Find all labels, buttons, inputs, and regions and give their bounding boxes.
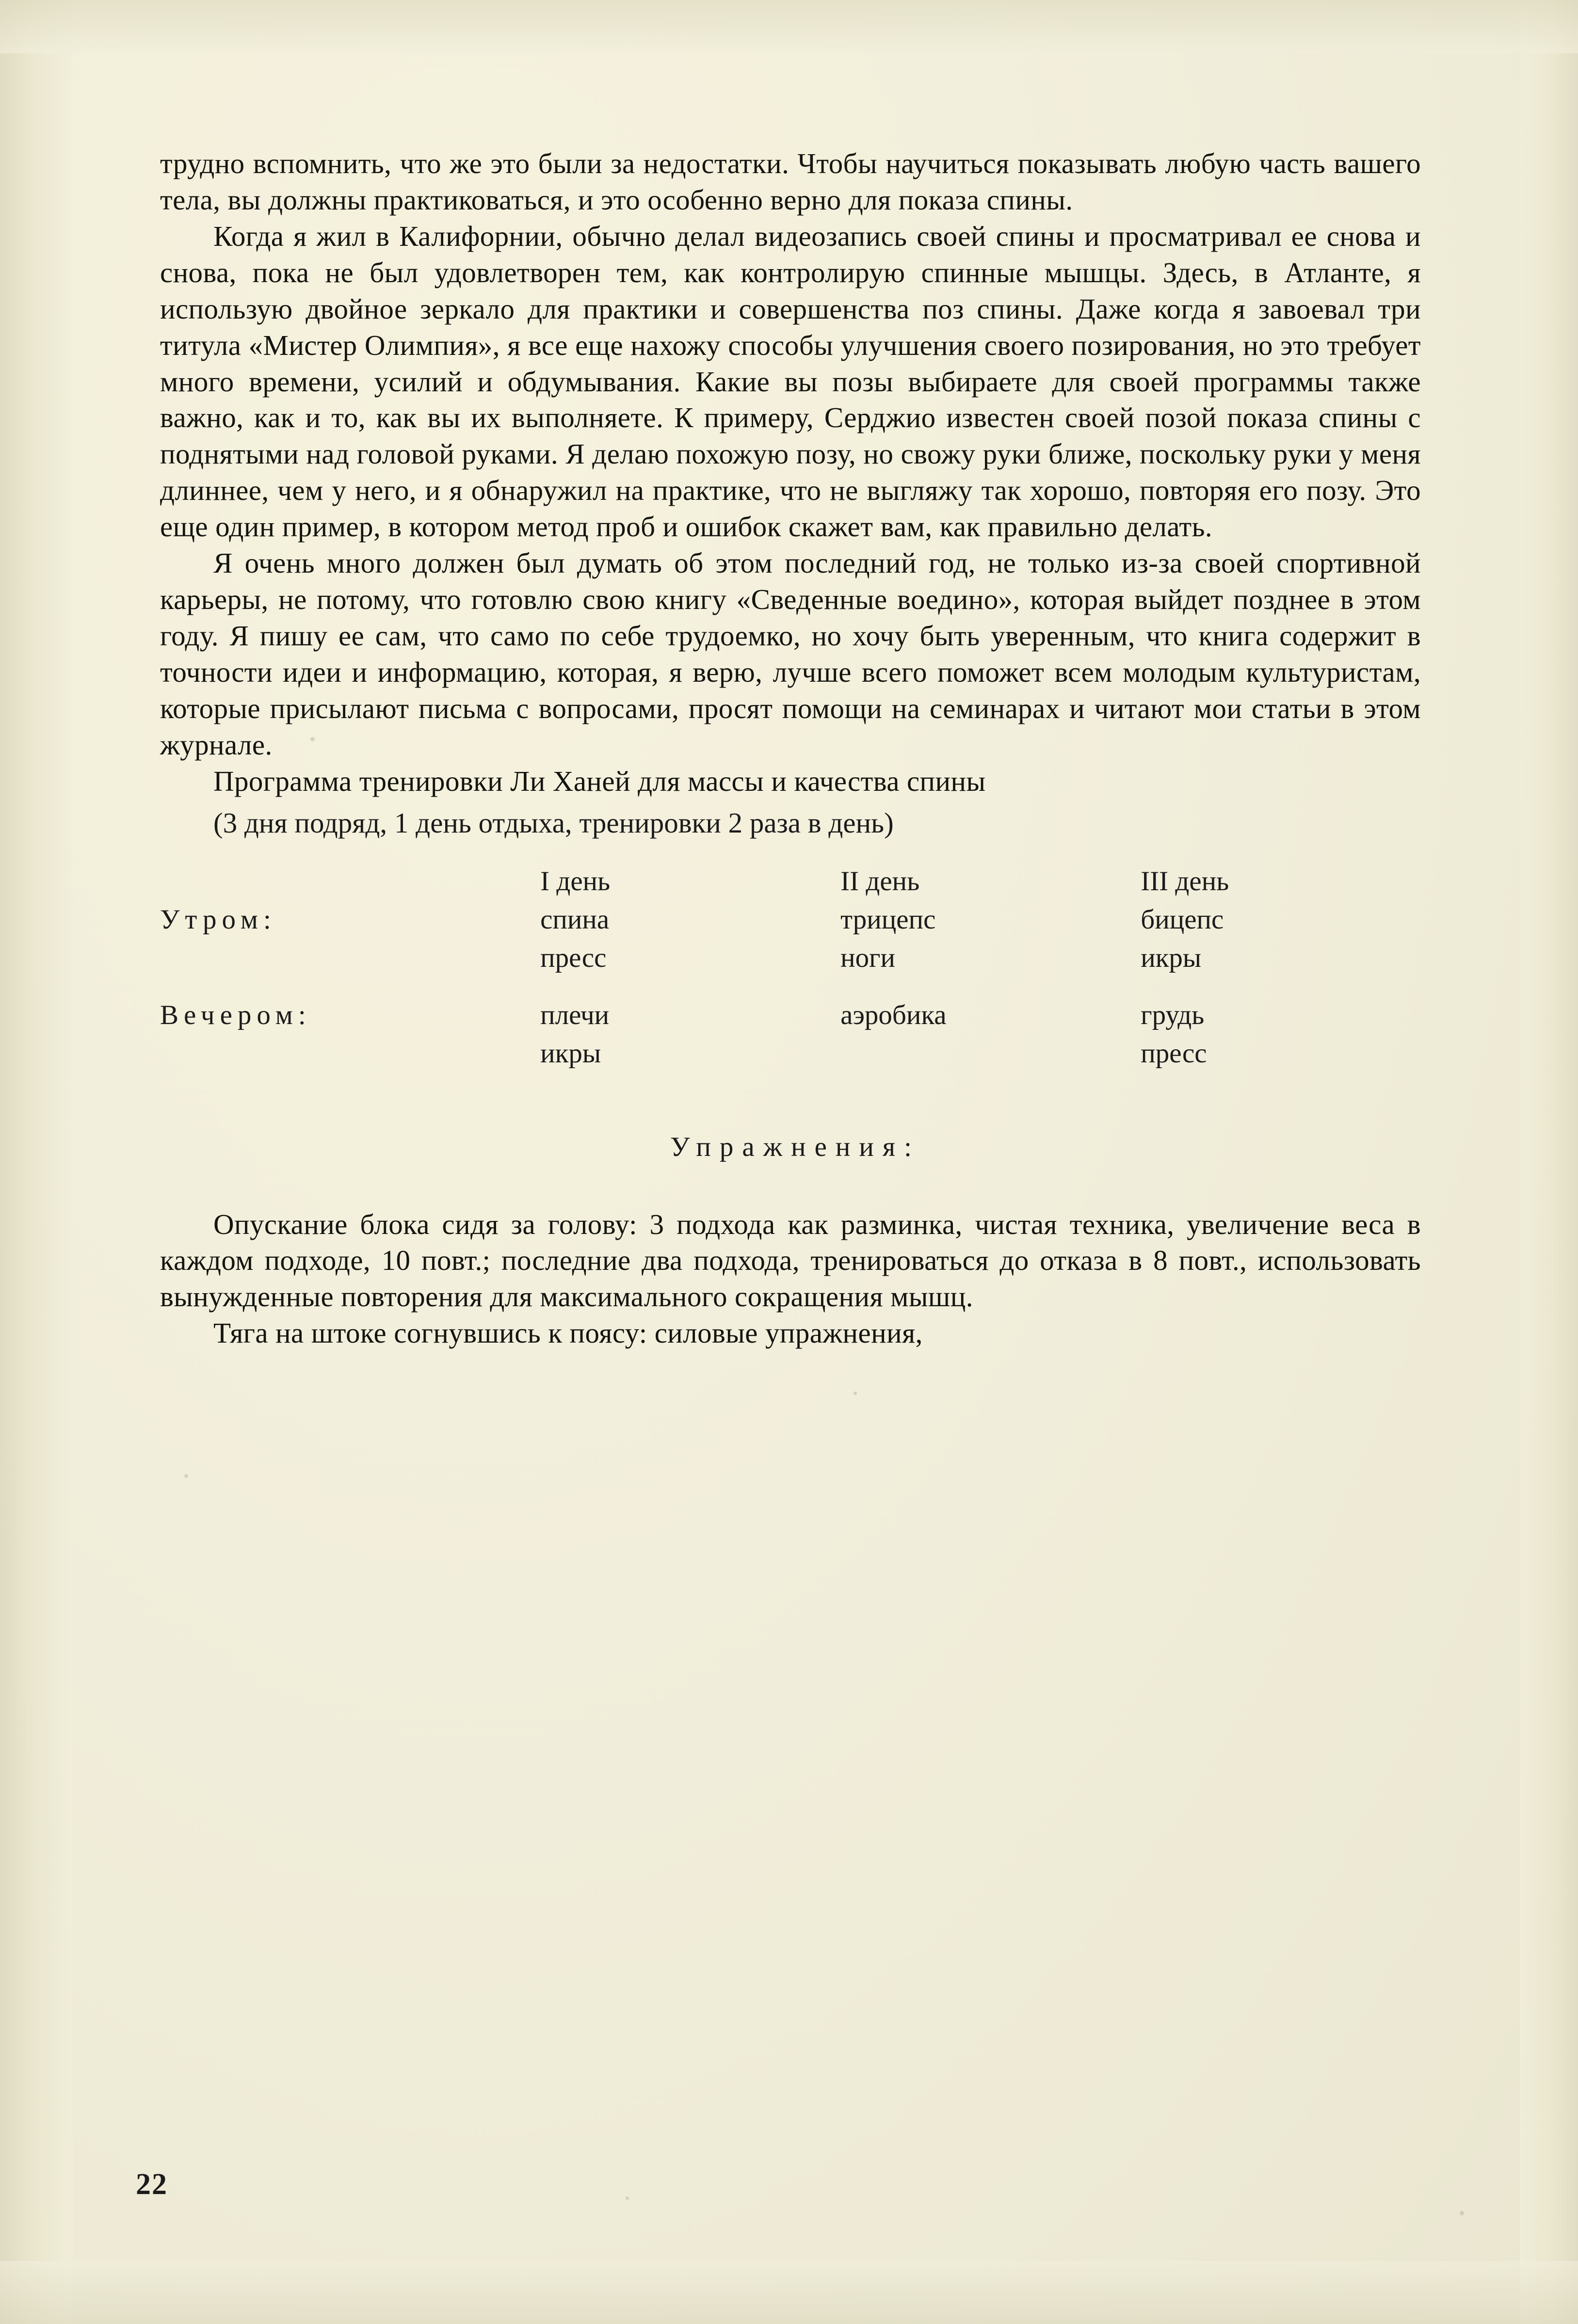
cell-evening-day2-a: аэробика [840,1000,947,1031]
cell-morning-day2-b: ноги [840,942,896,973]
page-number: 22 [136,2168,168,2201]
paragraph-continuation: трудно вспомнить, что же это были за недостатки. Чтобы научиться показывать любую часть вашего тела, вы должны практиковаться, и это особенно верно для показа спины. [160,147,1421,216]
cell-morning-day3-b: икры [1141,942,1202,973]
exercises-block [160,1206,1421,1352]
program-title: Программа тренировки Ли Ханей для массы и качества спины [213,765,986,797]
training-schedule-table [160,863,1421,1073]
table-row-evening-second [160,1035,1421,1073]
table-spacer-row [160,977,1421,996]
cell-morning-day1-b: пресс [540,942,607,973]
table-row-evening [160,996,1421,1035]
cell-morning-day3-a: бицепс [1141,904,1224,935]
paragraph-california: Когда я жил в Калифорнии, обычно делал видеозапись своей спины и просматривал ее снова и снова, пока не был удовлетворен тем, как контролирую спинные мышцы. Здесь, в Атланте, я использую двойное зеркало для практики и совершенства поз спины. Даже когда я завоевал три титула «Мистер Олимпия», я все еще нахожу способы улучшения своего позирования, но это требует много времени, усилий и обдумывания. Какие вы позы выбираете для своей программы также важно, как и то, как вы их выполняете. К примеру, Серджио известен своей позой показа спины с поднятыми над головой руками. Я делаю похожую позу, но свожу руки ближе, поскольку руки у меня длиннее, чем у него, и я обнаружил на практике, что не выгляжу так хорошо, повторяя его позу. Это еще один пример, в котором метод проб и ошибок скажет вам, как правильно делать. [160,220,1421,543]
exercise-paragraph-1: Опускание блока сидя за голову: 3 подхода как разминка, чистая техника, увеличение веса в каждом подходе, 10 повт.; последние два подхода, тренироваться до отказа в 8 повт., использовать вынужденные повторения для максимального сокращения мышц. [160,1208,1421,1313]
paper-speck [626,2196,629,2200]
column-header-day1: I день [540,866,611,897]
cell-evening-day2-b [840,1035,1141,1073]
paper-edge-right [1520,0,1578,2324]
header-empty-cell [160,863,540,901]
row-label-morning: Утром: [160,904,276,935]
schedule-note: (3 дня подряд, 1 день отдыха, тренировки 2 раза в день) [213,806,894,839]
paper-edge-bottom [0,2261,1578,2324]
row-label-evening-blank [160,1035,540,1073]
row-label-evening: Вечером: [160,1000,311,1031]
paper-edge-top [0,0,1578,53]
cell-morning-day1-a: спина [540,904,610,935]
column-header-day3: III день [1141,866,1229,897]
cell-evening-day1-b: икры [540,1038,601,1069]
paper-speck [184,1474,188,1478]
cell-evening-day3-b: пресс [1141,1038,1207,1069]
cell-evening-day3-a: грудь [1141,1000,1205,1031]
cell-evening-day1-a: плечи [540,1000,610,1031]
paper-edge-left [0,0,73,2324]
table-row-morning-second [160,939,1421,978]
cell-morning-day2-a: трицепс [840,904,936,935]
exercise-paragraph-2: Тяга на штоке согнувшись к поясу: силовые упражнения, [213,1317,923,1349]
exercises-heading: Упражнения: [670,1131,920,1162]
table-header-row [160,863,1421,901]
row-label-morning-blank [160,939,540,978]
paper-speck [853,1392,857,1395]
table-row-morning [160,901,1421,939]
paper-speck [1460,2211,1464,2215]
column-header-day2: II день [840,866,920,897]
paragraph-book: Я очень много должен был думать об этом последний год, не только из-за своей спортивной карьеры, не потому, что готовлю свою книгу «Сведенные воедино», которая выйдет позднее в этом году. Я пишу ее сам, что само по себе трудоемко, но хочу быть уверенным, что книга содержит в точности идеи и информацию, которая, я верю, лучше всего поможет всем молодым культуристам, которые присылают письма с вопросами, просят помощи на семинарах и читают мои статьи в этом журнале. [160,547,1421,761]
page-body [160,145,1421,1351]
